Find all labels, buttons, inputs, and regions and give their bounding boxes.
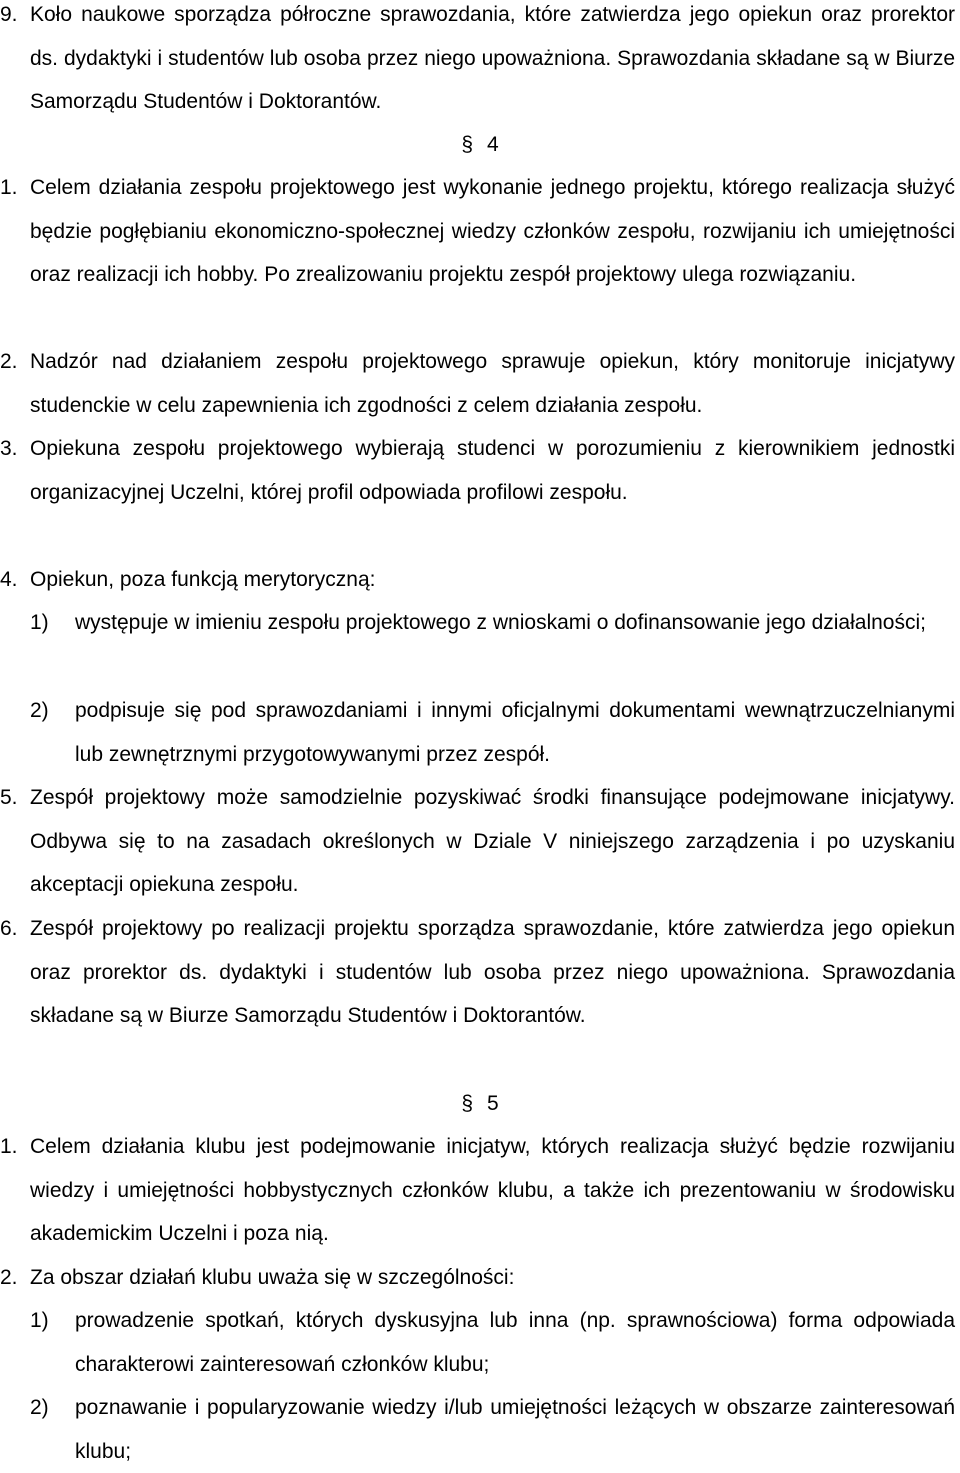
paragraph-text: Zespół projektowy po realizacji projektu sporządza sprawozdanie, które zatwierdza jego opiekun oraz prorektor ds. dydaktyki i studentów lub osoba przez niego upoważniona. Sprawozdania składane są w Biurze Samorządu Studentów i Doktorantów.: [30, 917, 955, 1028]
section-4-paragraph-5: [0, 776, 955, 907]
paragraph-number: 1.: [0, 176, 18, 199]
section-5-point-1: [30, 1299, 955, 1386]
point-text: podpisuje się pod sprawozdaniami i innymi oficjalnymi dokumentami wewnątrzuczelnianymi lub zewnętrznymi przygotowywanymi przez zespół.: [75, 699, 955, 766]
section-symbol: §: [461, 1092, 473, 1115]
point-number: 2): [30, 1396, 49, 1419]
section-number: 4: [487, 133, 499, 156]
paragraph-text: Nadzór nad działaniem zespołu projektowego sprawuje opiekun, który monitoruje inicjatywy studenckie w celu zapewnienia ich zgodności z celem działania zespołu.: [30, 350, 955, 417]
paragraph-number: 2.: [0, 350, 18, 373]
section-5-paragraph-1: [0, 1125, 955, 1256]
point-number: 1): [30, 611, 49, 634]
section-5-point-2: [30, 1386, 955, 1473]
section-5-paragraph-2: [0, 1256, 955, 1300]
paragraph-text: Celem działania zespołu projektowego jest wykonanie jednego projektu, którego realizacja służyć będzie pogłębianiu ekonomiczno-społecznej wiedzy członków zespołu, rozwijaniu ich umiejętności oraz realizacji ich hobby. Po zrealizowaniu projektu zespół projektowy ulega rozwiązaniu.: [30, 176, 955, 287]
section-symbol: §: [461, 133, 473, 156]
paragraph-text: Za obszar działań klubu uważa się w szczególności:: [30, 1266, 515, 1289]
paragraph-number: 5.: [0, 786, 18, 809]
paragraph-number: 1.: [0, 1135, 18, 1158]
point-text: prowadzenie spotkań, których dyskusyjna lub inna (np. sprawnościowa) forma odpowiada charakterowi zainteresowań członków klubu;: [75, 1309, 955, 1376]
paragraph-text: Zespół projektowy może samodzielnie pozyskiwać środki finansujące podejmowane inicjatywy. Odbywa się to na zasadach określonych w Dziale V niniejszego zarządzenia i po uzyskaniu akceptacji opiekuna zespołu.: [30, 786, 955, 897]
paragraph-text: Opiekun, poza funkcją merytoryczną:: [30, 568, 376, 591]
point-text: poznawanie i popularyzowanie wiedzy i/lub umiejętności leżących w obszarze zainteresowań klubu;: [75, 1396, 955, 1463]
section-4-paragraph-3: [0, 427, 955, 514]
section-heading-5: [0, 1082, 960, 1126]
point-number: 2): [30, 699, 49, 722]
point-number: 1): [30, 1309, 49, 1332]
section-4-point-1: [30, 601, 955, 645]
section-4-paragraph-1: [0, 166, 955, 297]
paragraph-text: Celem działania klubu jest podejmowanie inicjatyw, których realizacja służyć będzie rozwijaniu wiedzy i umiejętności hobbystycznych członków klubu, a także ich prezentowaniu w środowisku akademickim Uczelni i poza nią.: [30, 1135, 955, 1246]
paragraph-text: Opiekuna zespołu projektowego wybierają studenci w porozumieniu z kierownikiem jednostki organizacyjnej Uczelni, której profil odpowiada profilowi zespołu.: [30, 437, 955, 504]
section-4-paragraph-4: [0, 558, 955, 602]
section-heading-4: [0, 123, 960, 167]
section-4-paragraph-6: [0, 907, 955, 1038]
section-4-point-2: [30, 689, 955, 776]
paragraph-number: 3.: [0, 437, 18, 460]
paragraph-number: 2.: [0, 1266, 18, 1289]
point-text: występuje w imieniu zespołu projektowego z wnioskami o dofinansowanie jego działalności;: [75, 611, 926, 634]
paragraph-number: 9.: [0, 3, 18, 26]
section-4-paragraph-2: [0, 340, 955, 427]
paragraph-text: Koło naukowe sporządza półroczne sprawozdania, które zatwierdza jego opiekun oraz prorektor ds. dydaktyki i studentów lub osoba przez niego upoważniona. Sprawozdania składane są w Biurze Samorządu Studentów i Doktorantów.: [30, 3, 955, 114]
paragraph-number: 4.: [0, 568, 18, 591]
paragraph-9: [0, 0, 955, 124]
paragraph-number: 6.: [0, 917, 18, 940]
section-number: 5: [487, 1092, 499, 1115]
